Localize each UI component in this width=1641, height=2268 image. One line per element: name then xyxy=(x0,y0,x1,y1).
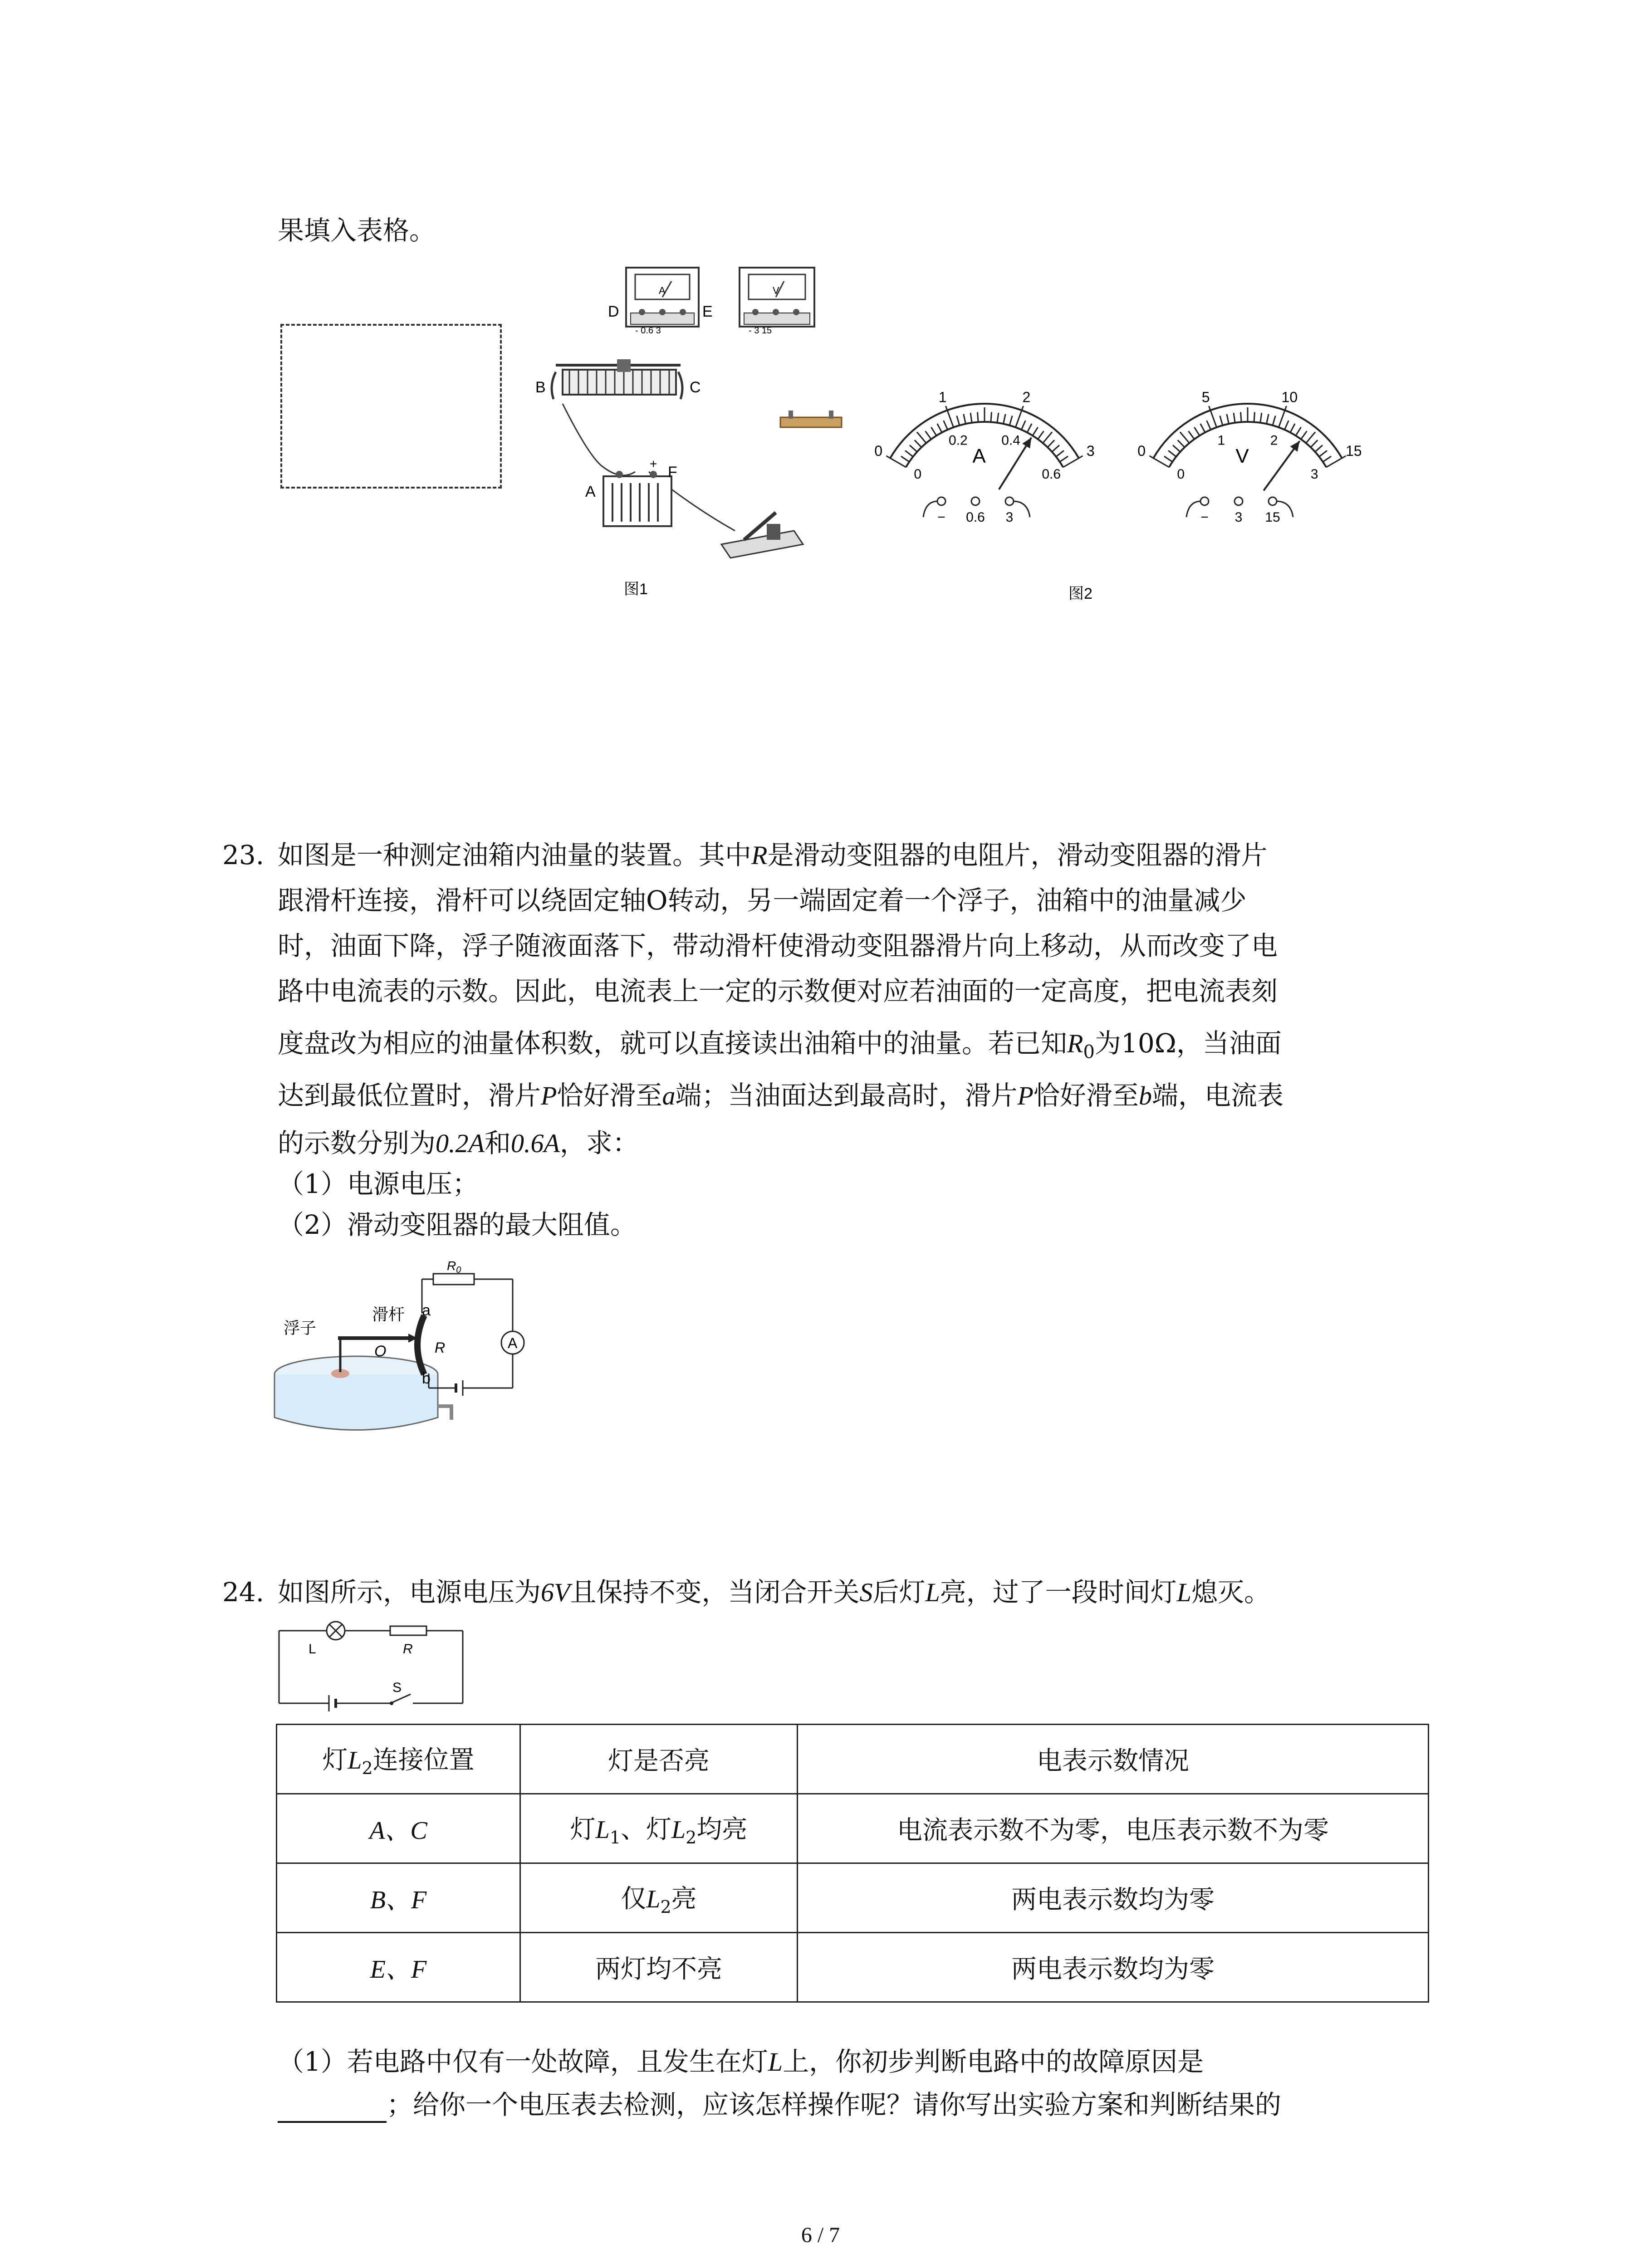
figure-2 xyxy=(771,363,1361,617)
voltmeter-letter: V xyxy=(1235,445,1249,467)
voltmeter-inner-tick: 1 xyxy=(1217,433,1225,448)
ammeter-inner-tick: 0 xyxy=(914,467,922,482)
table-row xyxy=(277,1794,1429,1863)
resistor-block xyxy=(780,417,842,427)
ammeter-outer-tick: 2 xyxy=(1022,389,1031,406)
cell-meter: 两电表示数均为零 xyxy=(798,1933,1429,2002)
ammeter-dial xyxy=(874,389,1094,525)
label-S: S xyxy=(392,1680,402,1695)
answer-blank[interactable] xyxy=(278,2094,387,2123)
label-rod: 滑杆 xyxy=(372,1305,405,1324)
label-A: A xyxy=(585,483,596,500)
q23-line-1: 如图是一种测定油箱内油量的装置。其中R是滑动变阻器的电阻片，滑动变阻器的滑片 xyxy=(278,840,1268,870)
voltmeter-inner-tick: 3 xyxy=(1310,467,1318,482)
header-position: 灯$L_2$连接位置 xyxy=(277,1725,520,1794)
q23-line-3: 时，油面下降，浮子随液面落下，带动滑杆使滑动变阻器滑片向上移动，从而改变了电 xyxy=(278,930,1278,961)
table-row xyxy=(277,1933,1429,2002)
cell-lamp: 灯$L_1$、灯$L_2$均亮 xyxy=(520,1794,798,1863)
voltmeter-outer-tick: 5 xyxy=(1201,389,1210,406)
voltmeter-dial xyxy=(1137,389,1361,525)
voltmeter-scale-text: - 3 15 xyxy=(749,326,772,336)
label-E: E xyxy=(702,303,713,320)
cell-position: B、F xyxy=(277,1863,520,1933)
ammeter-inner-tick: 0.6 xyxy=(1042,467,1061,482)
oil-tank-diagram xyxy=(272,1252,544,1442)
voltmeter-terminal: 3 xyxy=(1234,510,1243,525)
q23-line-5: 度盘改为相应的油量体积数，就可以直接读出油箱中的油量。若已知$R_0$为10Ω，当油面 xyxy=(278,1028,1282,1063)
page-number: 6 / 7 xyxy=(801,2223,840,2247)
voltmeter-outer-tick: 15 xyxy=(1346,443,1361,459)
circuit-drawing-box xyxy=(280,324,502,489)
ammeter-inner-tick: 0.4 xyxy=(1001,433,1021,448)
label-F: F xyxy=(668,464,677,481)
q24-sub-1-line-2: ；给你一个电压表去检测，应该怎样操作呢？请你写出实验方案和判断结果的 xyxy=(278,2087,1281,2123)
label-O: O xyxy=(374,1343,387,1360)
cell-lamp: 两灯均不亮 xyxy=(520,1933,798,2002)
q23-line-6: 达到最低位置时，滑片P恰好滑至a端；当油面达到最高时，滑片P恰好滑至b端，电流表 xyxy=(278,1080,1283,1111)
table-header-row xyxy=(277,1725,1429,1794)
ammeter-outer-tick: 1 xyxy=(938,389,947,406)
ammeter-scale-text: - 0.6 3 xyxy=(635,326,661,336)
table-row xyxy=(277,1863,1429,1933)
cell-position: A、C xyxy=(277,1794,520,1863)
label-R0: $R_0$ xyxy=(447,1259,461,1275)
ammeter-terminal: 3 xyxy=(1005,510,1014,525)
label-R: R xyxy=(403,1642,413,1657)
q23-line-7: 的示数分别为0.2A和0.6A，求： xyxy=(278,1128,639,1158)
q24-sub-1-line-1: （1）若电路中仅有一处故障，且发生在灯L上，你初步判断电路中的故障原因是 xyxy=(278,2046,1204,2077)
ammeter-letter: A xyxy=(659,285,666,296)
label-float: 浮子 xyxy=(284,1319,317,1337)
q24-number: 24. xyxy=(222,1577,265,1608)
label-plus: + xyxy=(650,457,657,471)
figure-2-caption: 图2 xyxy=(1068,585,1092,602)
voltmeter-inner-tick: 0 xyxy=(1177,467,1185,482)
cell-position: E、F xyxy=(277,1933,520,2002)
header-lamp: 灯是否亮 xyxy=(520,1725,798,1794)
label-L: L xyxy=(309,1642,316,1657)
label-a: a xyxy=(422,1302,431,1319)
ammeter-outer-tick: 3 xyxy=(1086,443,1095,459)
q23-line-2: 跟滑杆连接，滑杆可以绕固定轴O转动，另一端固定着一个浮子，油箱中的油量减少 xyxy=(278,885,1247,916)
ammeter-terminal: 0.6 xyxy=(966,510,985,525)
q24-line: 如图所示，电源电压为6V且保持不变，当闭合开关S后灯L亮，过了一段时间灯L熄灭。 xyxy=(278,1577,1271,1608)
ammeter-outer-tick: 0 xyxy=(874,443,883,459)
label-B: B xyxy=(535,379,546,396)
results-table xyxy=(276,1724,1429,2003)
cell-meter: 两电表示数均为零 xyxy=(798,1863,1429,1933)
cell-meter: 电流表示数不为零，电压表示数不为零 xyxy=(798,1794,1429,1863)
label-C: C xyxy=(690,379,701,396)
q23-line-4: 路中电流表的示数。因此，电流表上一定的示数便对应若油面的一定高度，把电流表刻 xyxy=(278,976,1278,1007)
q23-sub-2: （2）滑动变阻器的最大阻值。 xyxy=(278,1209,637,1240)
cell-lamp: 仅$L_2$亮 xyxy=(520,1863,798,1933)
ammeter-device xyxy=(626,268,699,336)
q23-number: 23. xyxy=(222,840,265,870)
voltmeter-outer-tick: 0 xyxy=(1137,443,1146,459)
lamp-circuit-diagram xyxy=(274,1613,474,1717)
header-meter: 电表示数情况 xyxy=(798,1725,1429,1794)
label-R: R xyxy=(435,1339,446,1356)
ammeter-letter: A xyxy=(972,445,986,467)
voltmeter-letter: V xyxy=(773,285,779,296)
voltmeter-terminal: − xyxy=(1200,510,1209,525)
battery xyxy=(603,471,671,526)
continued-text: 果填入表格。 xyxy=(278,215,436,246)
figure-1-caption: 图1 xyxy=(624,581,648,598)
label-b: b xyxy=(422,1370,431,1387)
voltmeter-device xyxy=(740,268,814,336)
rheostat xyxy=(552,359,682,399)
label-D: D xyxy=(608,303,619,320)
ammeter-terminal: − xyxy=(937,510,945,525)
ammeter-inner-tick: 0.2 xyxy=(948,433,968,448)
q23-sub-1: （1）电源电压； xyxy=(278,1168,479,1199)
voltmeter-terminal: 15 xyxy=(1265,510,1280,525)
label-ammeter-A: A xyxy=(508,1335,518,1351)
voltmeter-inner-tick: 2 xyxy=(1270,433,1278,448)
voltmeter-outer-tick: 10 xyxy=(1281,389,1298,406)
